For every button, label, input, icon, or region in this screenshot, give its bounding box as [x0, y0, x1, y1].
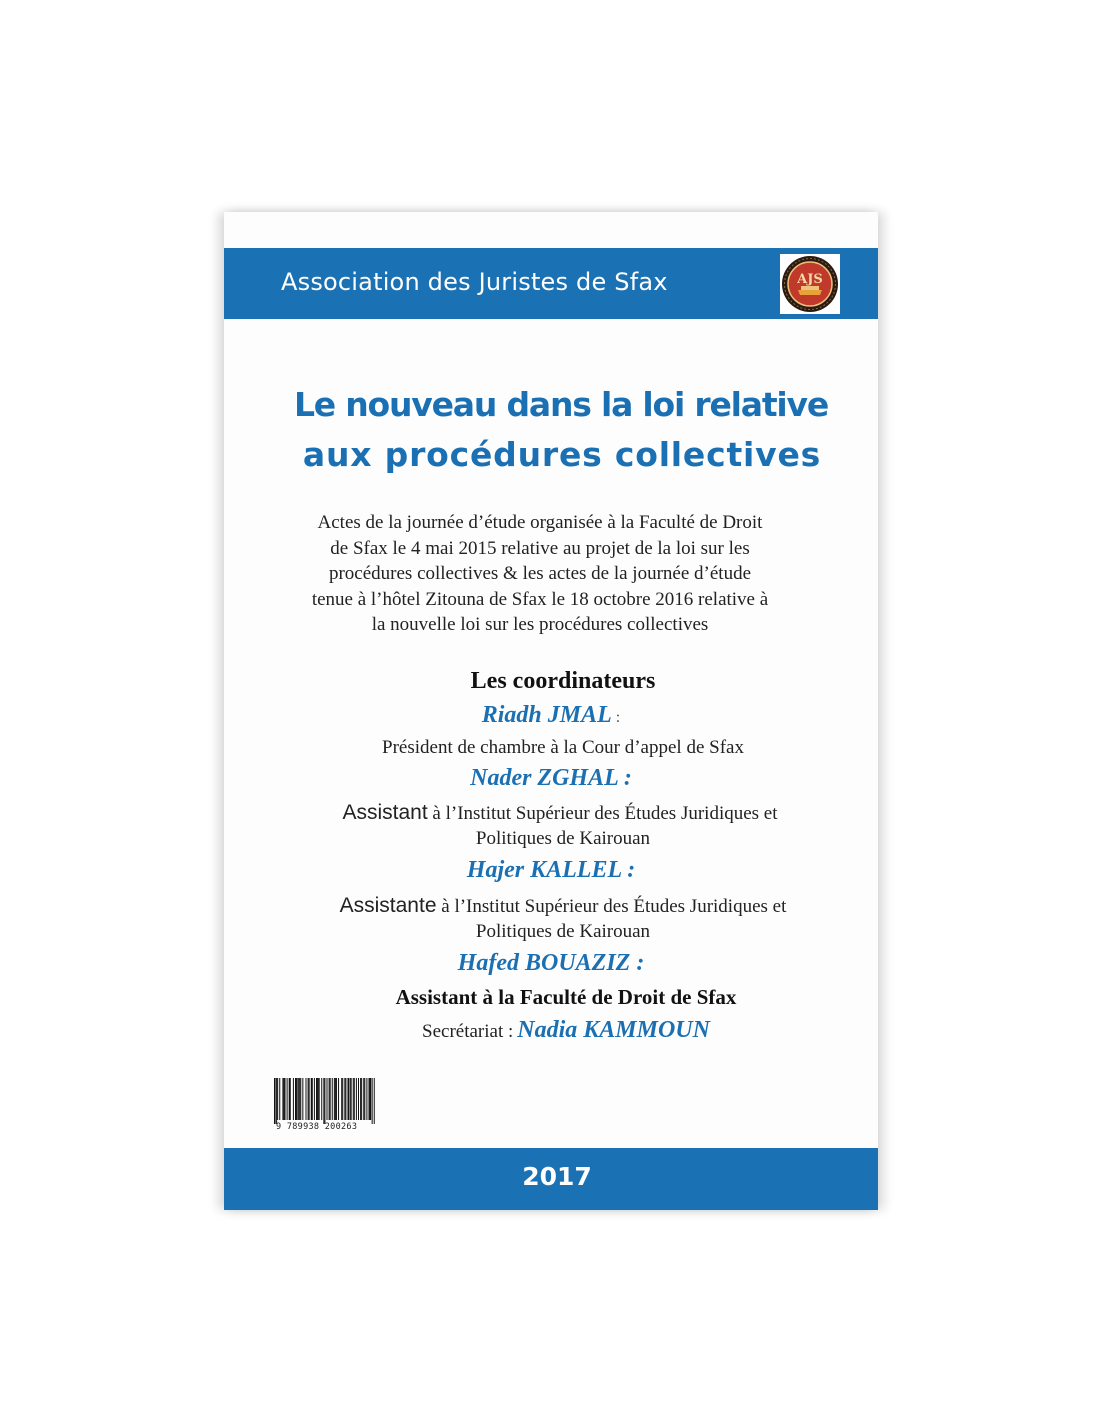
publication-year: 2017 [522, 1162, 592, 1191]
barcode-bar [342, 1078, 343, 1120]
footer-band [224, 1148, 878, 1210]
barcode-bar [335, 1078, 336, 1120]
barcode-bar [321, 1078, 322, 1120]
barcode-bar [344, 1078, 345, 1120]
description [280, 510, 800, 638]
barcode-bar [317, 1078, 318, 1120]
barcode-bar [341, 1078, 342, 1120]
coordinator-role-line2: Politiques de Kairouan [475, 921, 651, 942]
description-line: procédures collectives & les actes de la journée d’étude [328, 563, 752, 584]
barcode-bar [293, 1078, 294, 1120]
barcode-bar [336, 1078, 337, 1120]
coordinator-name-riadh: Riadh JMAL [481, 702, 612, 728]
barcode [274, 1078, 376, 1124]
barcode-bar [372, 1078, 373, 1124]
barcode-bar [356, 1078, 357, 1120]
coordinator-role [224, 893, 878, 919]
book-title-line-1: Le nouveau dans la loi relative [293, 385, 829, 424]
association-logo [780, 254, 840, 314]
barcode-bar [330, 1078, 331, 1120]
secretariat-name: Nadia KAMMOUN [517, 1017, 710, 1043]
secretariat [224, 1017, 878, 1044]
coordinator-role-word: Assistant [342, 801, 428, 824]
coordinator-name [224, 702, 878, 729]
barcode-bar [369, 1078, 370, 1120]
barcode-bar [283, 1078, 284, 1120]
description-line: Actes de la journée d’étude organisée à la Faculté de Droit [317, 512, 763, 533]
barcode-bar [296, 1078, 298, 1120]
barcode-bar [363, 1078, 364, 1120]
book-title [224, 380, 878, 480]
book-cover [224, 212, 878, 1210]
svg-text:AJS: AJS [797, 272, 823, 287]
barcode-bar [374, 1078, 375, 1124]
barcode-bar [295, 1078, 296, 1120]
barcode-bar [345, 1078, 346, 1120]
coordinator-name-hajer: Hajer KALLEL : [466, 857, 636, 883]
barcode-bar [350, 1078, 351, 1120]
barcode-bar [329, 1078, 330, 1120]
barcode-bar [338, 1078, 339, 1120]
barcode-bar [279, 1078, 280, 1120]
barcode-bar [348, 1078, 350, 1120]
barcode-bar [300, 1078, 301, 1120]
barcode-bar [287, 1078, 288, 1120]
barcode-bar [318, 1078, 320, 1120]
barcode-bar [314, 1078, 315, 1120]
barcode-bar [298, 1078, 299, 1120]
barcode-bar [302, 1078, 303, 1120]
coordinator-role-rest: à l’Institut Supérieur des Études Juridiques et [432, 803, 778, 824]
barcode-bar [309, 1078, 310, 1120]
barcode-bar [366, 1078, 367, 1120]
barcode-bar [312, 1078, 313, 1120]
coordinator-role: Président de chambre à la Cour d’appel de Sfax [382, 737, 744, 758]
coordinator-name [224, 857, 878, 884]
barcode-bar [316, 1078, 317, 1120]
coordinator-role-word: Assistante [339, 894, 437, 917]
ajs-seal-icon [780, 254, 840, 314]
barcode-bar [324, 1078, 325, 1124]
coordinator-role-line2: Politiques de Kairouan [475, 828, 651, 849]
book-title-line-2: aux procédures collectives [302, 435, 822, 474]
barcode-bar [354, 1078, 355, 1120]
barcode-bar [274, 1078, 276, 1124]
barcode-bar [332, 1078, 333, 1120]
coordinator-role-rest: à l’Institut Supérieur des Études Juridiques et [441, 896, 787, 917]
barcode-bar [370, 1078, 372, 1120]
association-name: Association des Juristes de Sfax [281, 268, 668, 296]
description-line: tenue à l’hôtel Zitouna de Sfax le 18 octobre 2016 relative à [311, 588, 769, 610]
coordinator-role: Assistant à la Faculté de Droit de Sfax [395, 985, 737, 1009]
barcode-bar [306, 1078, 307, 1120]
barcode-bar [290, 1078, 291, 1120]
secretariat-label: Secrétariat : [422, 1021, 514, 1042]
barcode-bar [323, 1078, 324, 1124]
description-line: la nouvelle loi sur les procédures collectives [371, 614, 709, 635]
barcode-bar [308, 1078, 309, 1120]
barcode-bar [360, 1078, 361, 1120]
coordinator-role [224, 800, 878, 826]
barcode-bar [364, 1078, 365, 1120]
description-line: de Sfax le 4 mai 2015 relative au projet de la loi sur les [330, 537, 750, 559]
barcode-bar [334, 1078, 335, 1120]
coordinator-colon: : [615, 709, 621, 726]
barcode-bar [276, 1078, 277, 1124]
isbn-digits: 9 789938 200263 [276, 1122, 358, 1132]
barcode-bar [282, 1078, 283, 1120]
header-band [224, 248, 878, 319]
coordinator-name-nader: Nader ZGHAL : [470, 765, 632, 791]
barcode-bar [353, 1078, 354, 1120]
barcode-bar [351, 1078, 352, 1120]
barcode-bar [361, 1078, 362, 1120]
barcode-bar [285, 1078, 286, 1120]
barcode-bar [299, 1078, 300, 1120]
coordinator-name-hafed: Hafed BOUAZIZ : [457, 950, 645, 976]
barcode-bar [327, 1078, 328, 1120]
coordinator-name [224, 765, 878, 792]
barcode-bar [277, 1078, 278, 1120]
barcode-bar [358, 1078, 359, 1120]
coordinator-name [224, 950, 878, 977]
coordinators-heading: Les coordinateurs [470, 668, 656, 694]
